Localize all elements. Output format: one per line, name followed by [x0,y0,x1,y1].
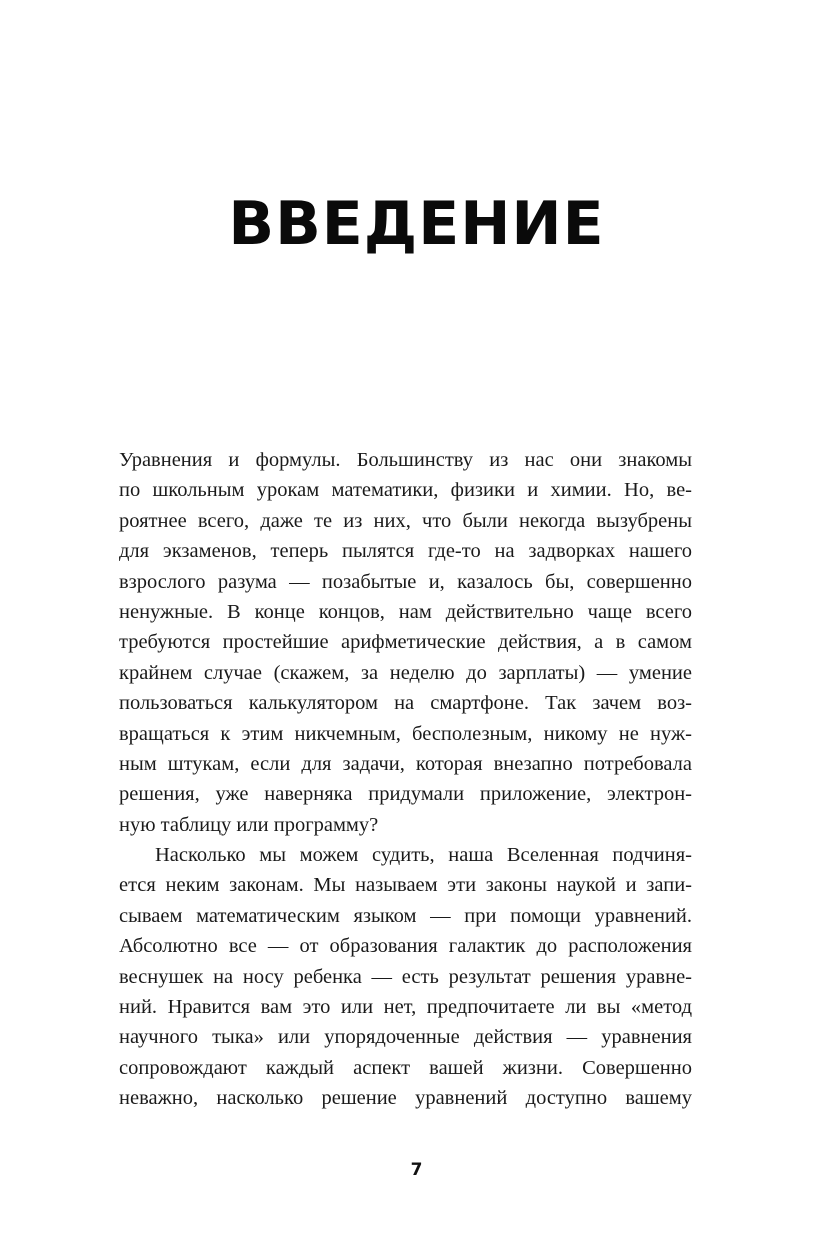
text-line: ным штукам, если для задачи, которая внезапно потребовала [119,752,692,775]
text-line: крайнем случае (скажем, за неделю до зарплаты) — умение [119,661,692,684]
text-line: Абсолютно все — от образования галактик до расположения [119,935,692,958]
page-number: 7 [410,1160,423,1180]
text-line: ную таблицу или программу? [119,813,379,836]
page-title: ВВЕДЕНИЕ [228,189,605,259]
text-line: Уравнения и формулы. Большинству из нас они знакомы [119,449,692,471]
text-line: ется неким законам. Мы называем эти законы наукой и запи- [119,874,692,897]
text-line: требуются простейшие арифметические действия, а в самом [119,631,692,654]
text-line: сопровождают каждый аспект вашей жизни. Совершенно [119,1056,692,1079]
text-line: сываем математическим языком — при помощи уравнений. [119,904,692,927]
text-line: решения, уже наверняка придумали приложение, электрон- [119,783,692,806]
text-line: Насколько мы можем судить, наша Вселенная подчиня- [155,844,692,867]
text-line: вращаться к этим никчемным, бесполезным, никому не нуж- [119,722,692,745]
text-line: роятнее всего, даже те из них, что были некогда вызубрены [119,509,692,532]
text-line: неважно, насколько решение уравнений доступно вашему [119,1087,692,1110]
paragraph-2 [119,840,692,1114]
paragraph-1 [119,445,692,840]
text-line: по школьным урокам математики, физики и химии. Но, ве- [119,479,692,502]
text-line: веснушек на носу ребенка — есть результат решения уравне- [119,965,692,988]
text-line: взрослого разума — позабытые и, казалось бы, совершенно [119,570,692,593]
text-line: ненужные. В конце концов, нам действительно чаще всего [119,600,692,623]
text-line: ний. Нравится вам это или нет, предпочитаете ли вы «метод [119,996,692,1019]
text-line: пользоваться калькулятором на смартфоне. Так зачем воз- [119,692,692,715]
body-text [119,445,692,1114]
text-line: для экзаменов, теперь пылятся где-то на задворках нашего [119,540,692,563]
text-line: научного тыка» или упорядоченные действия — уравнения [119,1026,692,1049]
